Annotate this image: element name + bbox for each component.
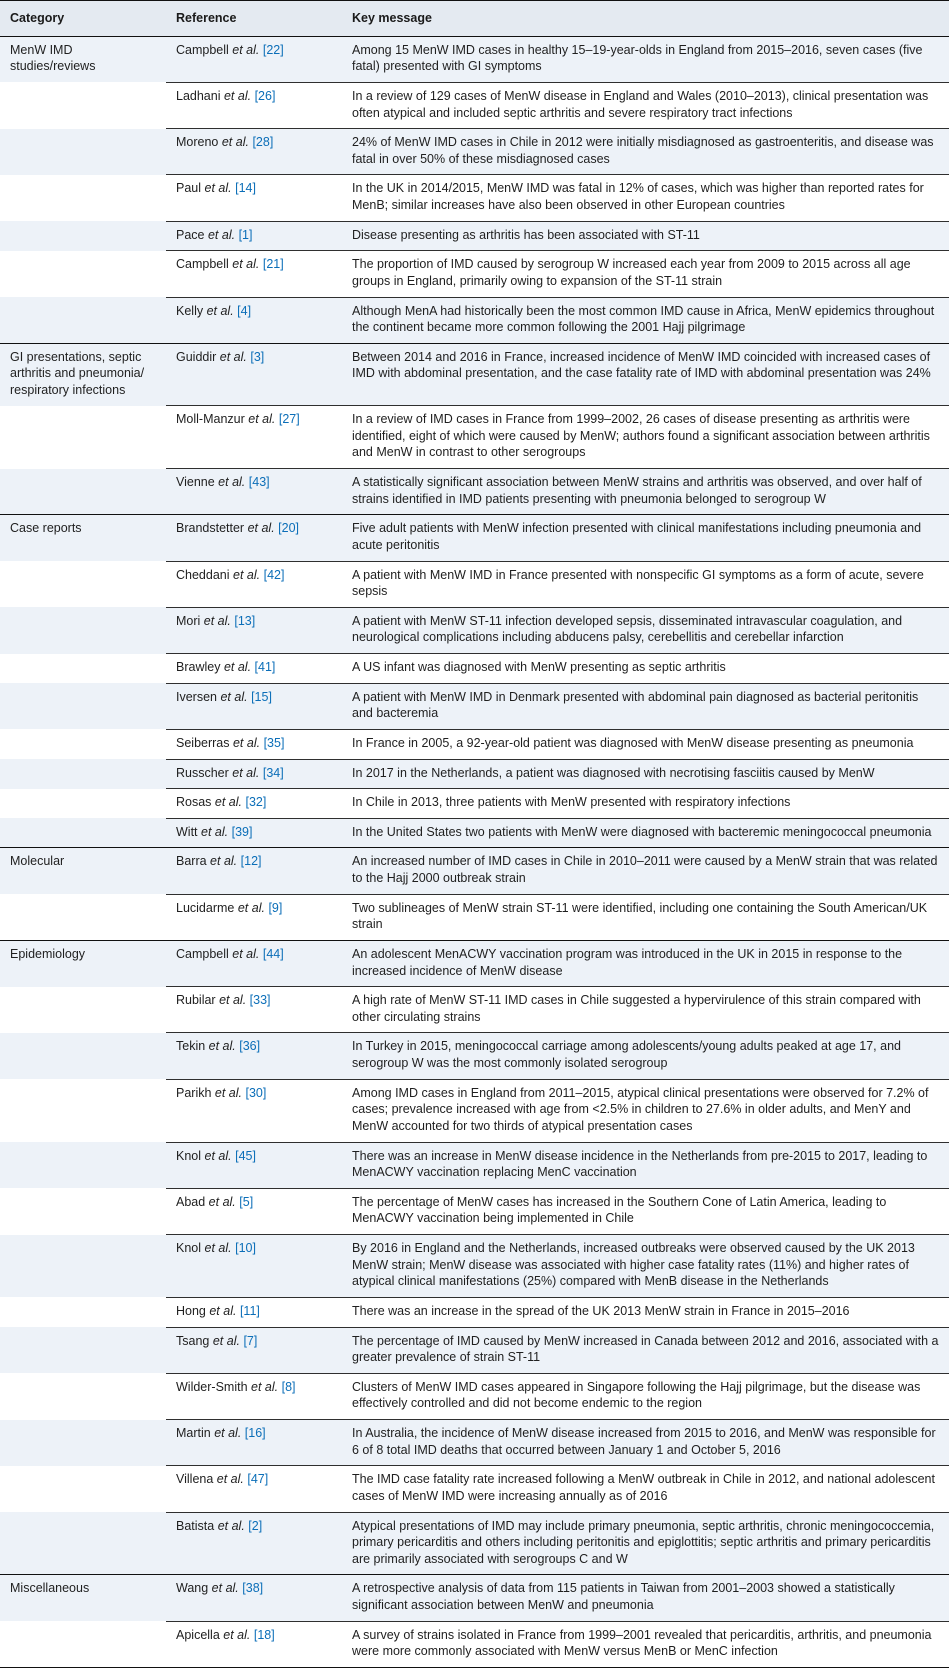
reference-citation-link[interactable]: [28] bbox=[252, 135, 274, 150]
category-cell: Epidemiology bbox=[0, 940, 166, 986]
category-cell-empty bbox=[0, 129, 166, 175]
et-al-label: et al. bbox=[217, 1518, 245, 1533]
reference-citation-link[interactable]: [5] bbox=[239, 1194, 254, 1209]
table-row bbox=[0, 1512, 949, 1575]
category-cell-empty bbox=[0, 561, 166, 607]
key-message-cell: In a review of 129 cases of MenW disease in England and Wales (2010–2013), clinical presentation was often atypical and included septic arthritis and severe respiratory tract infections bbox=[342, 82, 949, 128]
key-message-cell: In France in 2005, a 92-year-old patient was diagnosed with MenW disease presenting as pneumonia bbox=[342, 729, 949, 759]
table-row bbox=[0, 1327, 949, 1373]
key-message-cell: Among IMD cases in England from 2011–2015, atypical clinical presentations were observed for 7.2% of cases; prevalence increased with age from <2.5% in children to 27.6% in older adults, and MenY and MenW accounted for two thirds of atypical presentation cases bbox=[342, 1079, 949, 1142]
reference-citation-link[interactable]: [15] bbox=[251, 689, 272, 704]
reference-citation-link[interactable]: [14] bbox=[235, 181, 256, 196]
reference-cell: Campbell et al. [21] bbox=[166, 251, 342, 297]
table-row bbox=[0, 789, 949, 819]
key-message-cell: 24% of MenW IMD cases in Chile in 2012 were initially misdiagnosed as gastroenteritis, and disease was fatal in over 50% of these misdiagnosed cases bbox=[342, 129, 949, 175]
reference-cell: Paul et al. [14] bbox=[166, 175, 342, 221]
reference-cell: Mori et al. [13] bbox=[166, 607, 342, 653]
et-al-label: et al. bbox=[247, 521, 275, 536]
reference-citation-link[interactable]: [18] bbox=[253, 1627, 275, 1642]
reference-cell: Kelly et al. [4] bbox=[166, 297, 342, 343]
category-cell-empty bbox=[0, 607, 166, 653]
reference-citation-link[interactable]: [8] bbox=[281, 1379, 296, 1394]
table-row bbox=[0, 894, 949, 940]
reference-cell: Martin et al. [16] bbox=[166, 1420, 342, 1466]
reference-citation-link[interactable]: [1] bbox=[238, 227, 253, 242]
key-message-cell: There was an increase in the spread of the UK 2013 MenW strain in France in 2015–2016 bbox=[342, 1297, 949, 1327]
et-al-label: et al. bbox=[206, 303, 234, 318]
key-message-cell: An increased number of IMD cases in Chile in 2010–2011 were caused by a MenW strain that was related to the Hajj 2000 outbreak strain bbox=[342, 848, 949, 894]
table-row bbox=[0, 129, 949, 175]
key-message-cell: The percentage of IMD caused by MenW increased in Canada between 2012 and 2016, associated with a greater prevalence of strain ST-11 bbox=[342, 1327, 949, 1373]
reference-cell: Barra et al. [12] bbox=[166, 848, 342, 894]
reference-citation-link[interactable]: [2] bbox=[248, 1518, 263, 1533]
category-cell-empty bbox=[0, 251, 166, 297]
et-al-label: et al. bbox=[214, 1426, 242, 1440]
category-cell-empty bbox=[0, 1466, 166, 1512]
key-message-cell: The proportion of IMD caused by serogroup W increased each year from 2009 to 2015 across all age groups in England, primarily owing to expansion of the ST-11 strain bbox=[342, 251, 949, 297]
category-cell-empty bbox=[0, 175, 166, 221]
et-al-label: et al. bbox=[219, 349, 247, 364]
reference-citation-link[interactable]: [16] bbox=[244, 1426, 266, 1440]
key-message-cell: In the United States two patients with MenW were diagnosed with bacteremic meningococcal pneumonia bbox=[342, 818, 949, 848]
category-cell-empty bbox=[0, 759, 166, 789]
table-row bbox=[0, 1235, 949, 1298]
et-al-label: et al. bbox=[232, 946, 260, 961]
reference-cell: Russcher et al. [34] bbox=[166, 759, 342, 789]
reference-cell: Moreno et al. [28] bbox=[166, 129, 342, 175]
header-row bbox=[0, 1, 949, 37]
table-row bbox=[0, 1466, 949, 1512]
table-row bbox=[0, 1142, 949, 1188]
category-cell-empty bbox=[0, 1512, 166, 1575]
key-message-cell: In Australia, the incidence of MenW disease increased from 2015 to 2016, and MenW was responsible for 6 of 8 total IMD deaths that occurred between January 1 and October 5, 2016 bbox=[342, 1420, 949, 1466]
reference-citation-link[interactable]: [26] bbox=[254, 88, 276, 103]
reference-cell: Tsang et al. [7] bbox=[166, 1327, 342, 1373]
key-message-cell: Clusters of MenW IMD cases appeared in Singapore following the Hajj pilgrimage, but the disease was effectively controlled and did not become endemic to the region bbox=[342, 1373, 949, 1419]
reference-citation-link[interactable]: [35] bbox=[263, 735, 285, 750]
category-cell-empty bbox=[0, 1420, 166, 1466]
et-al-label: et al. bbox=[223, 1627, 251, 1642]
key-message-cell: In Turkey in 2015, meningococcal carriage among adolescents/young adults peaked at age 17, and serogroup W was the most commonly isolated serogroup bbox=[342, 1033, 949, 1079]
table-body bbox=[0, 36, 949, 1667]
reference-cell: Rosas et al. [32] bbox=[166, 789, 342, 819]
et-al-label: et al. bbox=[210, 854, 238, 869]
table-row bbox=[0, 82, 949, 128]
reference-cell: Wang et al. [38] bbox=[166, 1575, 342, 1621]
category-cell-empty bbox=[0, 789, 166, 819]
et-al-label: et al. bbox=[204, 1241, 232, 1255]
category-cell-empty bbox=[0, 1079, 166, 1142]
table-row bbox=[0, 654, 949, 684]
reference-citation-link[interactable]: [12] bbox=[240, 854, 262, 869]
et-al-label: et al. bbox=[221, 135, 249, 150]
reference-citation-link[interactable]: [13] bbox=[234, 613, 256, 628]
reference-cell: Brawley et al. [41] bbox=[166, 654, 342, 684]
reference-citation-link[interactable]: [43] bbox=[248, 475, 270, 489]
category-cell: Case reports bbox=[0, 515, 166, 561]
key-message-cell: A survey of strains isolated in France from 1999–2001 revealed that pericarditis, arthritis, and pneumonia were more commonly associated with MenW versus MenB or MenC infection bbox=[342, 1621, 949, 1667]
et-al-label: et al. bbox=[251, 1379, 279, 1394]
table-row bbox=[0, 1188, 949, 1234]
table-row bbox=[0, 1079, 949, 1142]
reference-cell: Witt et al. [39] bbox=[166, 818, 342, 848]
category-cell-empty bbox=[0, 987, 166, 1033]
table-row bbox=[0, 175, 949, 221]
et-al-label: et al. bbox=[223, 88, 252, 103]
reference-citation-link[interactable]: [4] bbox=[237, 303, 252, 318]
reference-cell: Rubilar et al. [33] bbox=[166, 987, 342, 1033]
key-message-cell: A retrospective analysis of data from 115 patients in Taiwan from 2001–2003 showed a statistically significant association between MenW and pneumonia bbox=[342, 1575, 949, 1621]
category-cell-empty bbox=[0, 1327, 166, 1373]
category-cell-empty bbox=[0, 1142, 166, 1188]
key-message-cell: An adolescent MenACWY vaccination program was introduced in the UK in 2015 in response to the increased incidence of MenW disease bbox=[342, 940, 949, 986]
reference-citation-link[interactable]: [7] bbox=[243, 1333, 258, 1348]
reference-cell: Parikh et al. [30] bbox=[166, 1079, 342, 1142]
table-row bbox=[0, 515, 949, 561]
category-cell-empty bbox=[0, 469, 166, 515]
reference-citation-link[interactable]: [3] bbox=[250, 349, 265, 364]
et-al-label: et al. bbox=[237, 900, 265, 915]
et-al-label: et al. bbox=[204, 181, 232, 196]
key-message-cell: Disease presenting as arthritis has been associated with ST-11 bbox=[342, 221, 949, 251]
category-cell-empty bbox=[0, 818, 166, 848]
reference-cell: Campbell et al. [22] bbox=[166, 36, 342, 82]
reference-citation-link[interactable]: [32] bbox=[245, 795, 267, 810]
table-row bbox=[0, 987, 949, 1033]
key-message-cell: The IMD case fatality rate increased following a MenW outbreak in Chile in 2012, and national adolescent cases of MenW IMD were increasing annually as of 2016 bbox=[342, 1466, 949, 1512]
reference-cell: Abad et al. [5] bbox=[166, 1188, 342, 1234]
table-row bbox=[0, 607, 949, 653]
key-message-cell: A patient with MenW ST-11 infection developed sepsis, disseminated intravascular coagulation, and neurological complications including abducens palsy, cerebellitis and cerebellar infarction bbox=[342, 607, 949, 653]
key-message-cell: The percentage of MenW cases has increased in the Southern Cone of Latin America, leading to MenACWY vaccination being implemented in Chile bbox=[342, 1188, 949, 1234]
reference-citation-link[interactable]: [30] bbox=[245, 1085, 267, 1100]
reference-cell: Tekin et al. [36] bbox=[166, 1033, 342, 1079]
key-message-cell: Two sublineages of MenW strain ST-11 were identified, including one containing the South American/UK strain bbox=[342, 894, 949, 940]
et-al-label: et al. bbox=[212, 1333, 240, 1348]
reference-cell: Brandstetter et al. [20] bbox=[166, 515, 342, 561]
table-row bbox=[0, 729, 949, 759]
reference-citation-link[interactable]: [41] bbox=[254, 660, 276, 674]
et-al-label: et al. bbox=[214, 1085, 243, 1100]
et-al-label: et al. bbox=[219, 993, 247, 1008]
reference-citation-link[interactable]: [21] bbox=[262, 257, 284, 272]
et-al-label: et al. bbox=[248, 412, 276, 427]
table-row bbox=[0, 221, 949, 251]
reference-citation-link[interactable]: [42] bbox=[263, 567, 285, 582]
key-message-cell: In Chile in 2013, three patients with MenW presented with respiratory infections bbox=[342, 789, 949, 819]
category-cell-empty bbox=[0, 654, 166, 684]
key-message-cell: A statistically significant association between MenW strains and arthritis was observed, and over half of strains identified in IMD patients presenting with pneumonia belonged to serogroup W bbox=[342, 469, 949, 515]
key-message-cell: Among 15 MenW IMD cases in healthy 15–19-year-olds in England from 2015–2016, seven cases (five fatal) presented with GI symptoms bbox=[342, 36, 949, 82]
category-cell-empty bbox=[0, 82, 166, 128]
et-al-label: et al. bbox=[232, 257, 260, 272]
category-cell: GI presentations, septic arthritis and pneumonia/ respiratory infections bbox=[0, 343, 166, 405]
key-message-cell: Although MenA had historically been the most common IMD cause in Africa, MenW epidemics throughout the continent became more common following the 2001 Hajj pilgrimage bbox=[342, 297, 949, 343]
key-message-cell: Atypical presentations of IMD may include primary pneumonia, septic arthritis, chronic meningococcemia, primary pericarditis and others including peritonitis and epiglottitis; septic arthritis and primary pericarditis are primarily associated with serogroups C and W bbox=[342, 1512, 949, 1575]
key-message-cell: A patient with MenW IMD in Denmark presented with abdominal pain diagnosed as bacterial peritonitis and bacteremia bbox=[342, 683, 949, 729]
reference-citation-link[interactable]: [11] bbox=[239, 1303, 260, 1318]
reference-cell: Ladhani et al. [26] bbox=[166, 82, 342, 128]
reference-cell: Knol et al. [10] bbox=[166, 1235, 342, 1298]
reference-cell: Knol et al. [45] bbox=[166, 1142, 342, 1188]
reference-citation-link[interactable]: [34] bbox=[262, 765, 284, 780]
et-al-label: et al. bbox=[220, 689, 248, 704]
et-al-label: et al. bbox=[223, 660, 252, 674]
category-cell: MenW IMD studies/reviews bbox=[0, 36, 166, 82]
reference-cell: Wilder-Smith et al. [8] bbox=[166, 1373, 342, 1419]
category-cell-empty bbox=[0, 1373, 166, 1419]
header-key-message: Key message bbox=[342, 1, 949, 37]
reference-cell: Iversen et al. [15] bbox=[166, 683, 342, 729]
et-al-label: et al. bbox=[232, 735, 261, 750]
table-row bbox=[0, 683, 949, 729]
reference-citation-link[interactable]: [45] bbox=[235, 1148, 256, 1163]
et-al-label: et al. bbox=[209, 1303, 237, 1318]
table-row bbox=[0, 848, 949, 894]
table-row bbox=[0, 469, 949, 515]
table-row bbox=[0, 759, 949, 789]
reference-citation-link[interactable]: [10] bbox=[235, 1241, 256, 1255]
table-row bbox=[0, 406, 949, 469]
reference-citation-link[interactable]: [9] bbox=[268, 900, 283, 915]
header-category: Category bbox=[0, 1, 166, 37]
reference-cell: Apicella et al. [18] bbox=[166, 1621, 342, 1667]
et-al-label: et al. bbox=[211, 1581, 239, 1596]
et-al-label: et al. bbox=[203, 613, 231, 628]
header-reference: Reference bbox=[166, 1, 342, 37]
table-row bbox=[0, 1373, 949, 1419]
reference-cell: Seiberras et al. [35] bbox=[166, 729, 342, 759]
et-al-label: et al. bbox=[204, 1148, 232, 1163]
reference-cell: Villena et al. [47] bbox=[166, 1466, 342, 1512]
key-message-cell: In 2017 in the Netherlands, a patient was diagnosed with necrotising fasciitis caused by MenW bbox=[342, 759, 949, 789]
et-al-label: et al. bbox=[216, 1472, 244, 1487]
reference-cell: Campbell et al. [44] bbox=[166, 940, 342, 986]
reference-citation-link[interactable]: [39] bbox=[231, 824, 253, 839]
category-cell-empty bbox=[0, 894, 166, 940]
et-al-label: et al. bbox=[208, 1039, 236, 1054]
category-cell: Molecular bbox=[0, 848, 166, 894]
et-al-label: et al. bbox=[208, 1194, 236, 1209]
reference-cell: Cheddani et al. [42] bbox=[166, 561, 342, 607]
table-row bbox=[0, 1297, 949, 1327]
table-row bbox=[0, 343, 949, 405]
table-row bbox=[0, 818, 949, 848]
key-message-cell: Five adult patients with MenW infection presented with clinical manifestations including pneumonia and acute peritonitis bbox=[342, 515, 949, 561]
reference-citation-link[interactable]: [38] bbox=[242, 1581, 264, 1596]
key-message-cell: In the UK in 2014/2015, MenW IMD was fatal in 12% of cases, which was higher than reported rates for MenB; similar increases have also been observed in other European countries bbox=[342, 175, 949, 221]
key-message-cell: A patient with MenW IMD in France presented with nonspecific GI symptoms as a form of acute, severe sepsis bbox=[342, 561, 949, 607]
reference-cell: Lucidarme et al. [9] bbox=[166, 894, 342, 940]
table-row bbox=[0, 1420, 949, 1466]
category-cell: Miscellaneous bbox=[0, 1575, 166, 1621]
reference-citation-link[interactable]: [36] bbox=[239, 1039, 261, 1054]
et-al-label: et al. bbox=[207, 227, 236, 242]
reference-cell: Vienne et al. [43] bbox=[166, 469, 342, 515]
et-al-label: et al. bbox=[232, 42, 260, 57]
reference-citation-link[interactable]: [27] bbox=[278, 412, 300, 427]
category-cell-empty bbox=[0, 297, 166, 343]
key-message-cell: A high rate of MenW ST-11 IMD cases in Chile suggested a hypervirulence of this strain compared with other circulating strains bbox=[342, 987, 949, 1033]
key-message-cell: Between 2014 and 2016 in France, increased incidence of MenW IMD coincided with increased cases of IMD with abdominal presentation, and the case fatality rate of IMD with abdominal presentation was 24% bbox=[342, 343, 949, 405]
table-row bbox=[0, 1033, 949, 1079]
reference-citation-link[interactable]: [20] bbox=[278, 521, 300, 536]
table-row bbox=[0, 561, 949, 607]
et-al-label: et al. bbox=[201, 824, 229, 839]
category-cell-empty bbox=[0, 683, 166, 729]
key-message-cell: There was an increase in MenW disease incidence in the Netherlands from pre-2015 to 2017, leading to MenACWY vaccination replacing MenC vaccination bbox=[342, 1142, 949, 1188]
table-row bbox=[0, 297, 949, 343]
table-row bbox=[0, 1621, 949, 1667]
table-row bbox=[0, 1575, 949, 1621]
category-cell-empty bbox=[0, 1235, 166, 1298]
et-al-label: et al. bbox=[233, 567, 261, 582]
et-al-label: et al. bbox=[218, 475, 246, 489]
table-row bbox=[0, 940, 949, 986]
key-message-cell: In a review of IMD cases in France from 1999–2002, 26 cases of disease presenting as arthritis were identified, eight of which were caused by MenW; authors found a significant association between arthritis and MenW in contrast to other serogroups bbox=[342, 406, 949, 469]
reference-citation-link[interactable]: [44] bbox=[262, 946, 284, 961]
table-row bbox=[0, 251, 949, 297]
category-cell-empty bbox=[0, 1188, 166, 1234]
reference-citation-link[interactable]: [47] bbox=[247, 1472, 269, 1487]
reference-citation-link[interactable]: [22] bbox=[262, 42, 284, 57]
et-al-label: et al. bbox=[214, 795, 243, 810]
key-message-cell: A US infant was diagnosed with MenW presenting as septic arthritis bbox=[342, 654, 949, 684]
reference-cell: Guiddir et al. [3] bbox=[166, 343, 342, 405]
reference-cell: Moll-Manzur et al. [27] bbox=[166, 406, 342, 469]
category-cell-empty bbox=[0, 1621, 166, 1667]
reference-cell: Hong et al. [11] bbox=[166, 1297, 342, 1327]
reference-citation-link[interactable]: [33] bbox=[249, 993, 271, 1008]
category-cell-empty bbox=[0, 1297, 166, 1327]
table-row bbox=[0, 36, 949, 82]
category-cell-empty bbox=[0, 729, 166, 759]
category-cell-empty bbox=[0, 1033, 166, 1079]
category-cell-empty bbox=[0, 221, 166, 251]
category-cell-empty bbox=[0, 406, 166, 469]
reference-cell: Batista et al. [2] bbox=[166, 1512, 342, 1575]
reference-cell: Pace et al. [1] bbox=[166, 221, 342, 251]
key-message-cell: By 2016 in England and the Netherlands, increased outbreaks were observed caused by the UK 2013 MenW strain; MenW disease was associated with higher case fatality rates (11%) and higher rates of atypical clinical manifestations (25%) compared with MenB disease in the Netherlands bbox=[342, 1235, 949, 1298]
et-al-label: et al. bbox=[232, 765, 260, 780]
